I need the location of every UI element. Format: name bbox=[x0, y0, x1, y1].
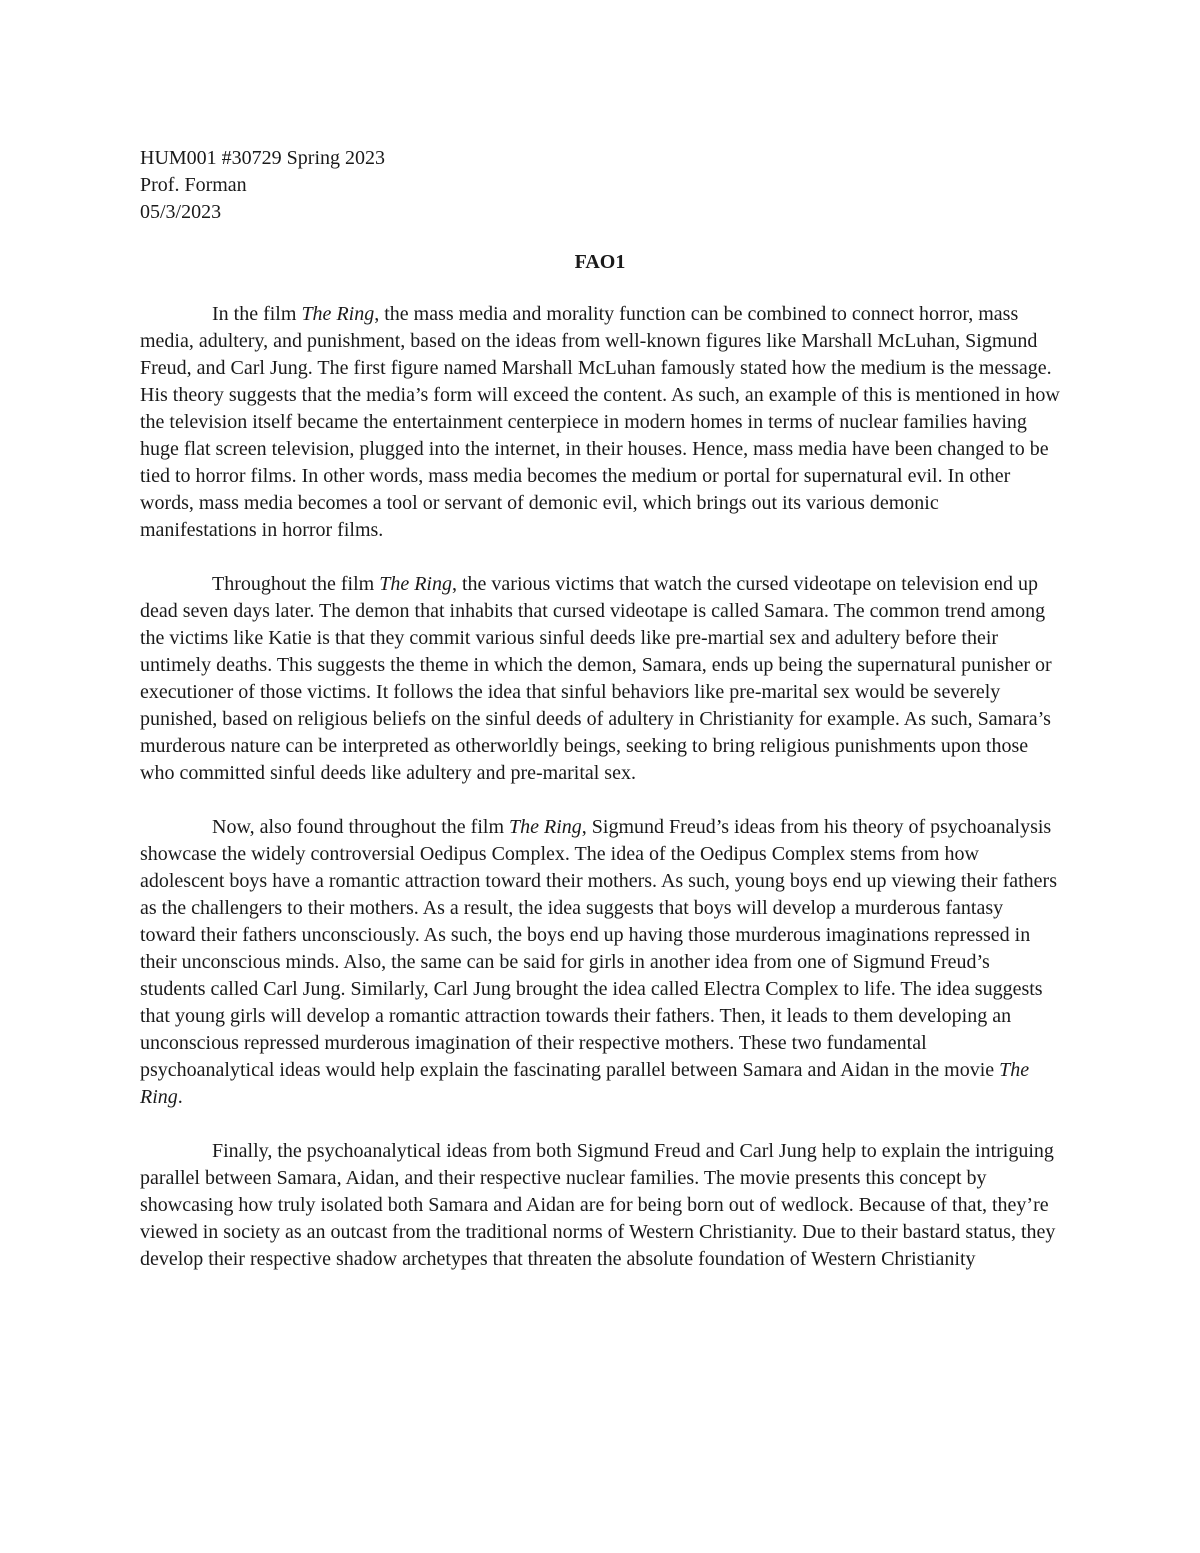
film-title: The Ring bbox=[301, 303, 375, 325]
professor-line: Prof. Forman bbox=[140, 174, 247, 196]
document-page bbox=[140, 145, 1060, 1273]
paragraph-text: Throughout the film bbox=[212, 573, 380, 595]
paragraph-text: . bbox=[177, 1086, 183, 1108]
paragraph-4 bbox=[140, 1138, 1060, 1273]
document-header bbox=[140, 145, 1060, 226]
film-title: The Ring bbox=[509, 816, 582, 838]
paragraph-text: In the film bbox=[212, 303, 302, 325]
paragraph-text: , the various victims that watch the cursed videotape on television end up dead seven days later. The demon that inhabits that cursed videotape is called Samara. The common trend among the victims like Katie is that they commit various sinful deeds like pre-martial sex and adultery before their untimely deaths. This suggests the theme in which the demon, Samara, ends up being the supernatural punisher or executioner of those victims. It follows the idea that sinful behaviors like pre-marital sex would be severely punished, based on religious beliefs on the sinful deeds of adultery in Christianity for example. As such, Samara’s murderous nature can be interpreted as otherworldly beings, seeking to bring religious punishments upon those who committed sinful deeds like adultery and pre-marital sex. bbox=[140, 573, 1052, 784]
paragraph-text: , Sigmund Freud’s ideas from his theory of psychoanalysis showcase the widely controversial Oedipus Complex. The idea of the Oedipus Complex stems from how adolescent boys have a romantic attraction toward their mothers. As such, young boys end up viewing their fathers as the challengers to their mothers. As a result, the idea suggests that boys will develop a murderous fantasy toward their fathers unconsciously. As such, the boys end up having those murderous imaginations repressed in their unconscious minds. Also, the same can be said for girls in another idea from one of Sigmund Freud’s students called Carl Jung. Similarly, Carl Jung brought the idea called Electra Complex to life. The idea suggests that young girls will develop a romantic attraction towards their fathers. Then, it leads to them developing an unconscious repressed murderous imagination of their respective mothers. These two fundamental psychoanalytical ideas would help explain the fascinating parallel between Samara and Aidan in the movie bbox=[140, 816, 1057, 1081]
film-title: The Ring bbox=[140, 1059, 1030, 1108]
paragraph-text: Now, also found throughout the film bbox=[212, 816, 510, 838]
paragraph-text: Finally, the psychoanalytical ideas from both Sigmund Freud and Carl Jung help to explain the intriguing parallel between Samara, Aidan, and their respective nuclear families. The movie presents this concept by showcasing how truly isolated both Samara and Aidan are for being born out of wedlock. Because of that, they’re viewed in society as an outcast from the traditional norms of Western Christianity. Due to their bastard status, they develop their respective shadow archetypes that threaten the absolute foundation of Western Christianity bbox=[140, 1140, 1056, 1270]
paragraph-1 bbox=[140, 301, 1060, 544]
paragraph-text: , the mass media and morality function can be combined to connect horror, mass media, adultery, and punishment, based on the ideas from well-known figures like Marshall McLuhan, Sigmund Freud, and Carl Jung. The first figure named Marshall McLuhan famously stated how the medium is the message. His theory suggests that the media’s form will exceed the content. As such, an example of this is mentioned in how the television itself became the entertainment centerpiece in modern homes in terms of nuclear families having huge flat screen television, plugged into the internet, in their houses. Hence, mass media have been changed to be tied to horror films. In other words, mass media becomes the medium or portal for supernatural evil. In other words, mass media becomes a tool or servant of demonic evil, which brings out its various demonic manifestations in horror films. bbox=[140, 303, 1060, 541]
document-body bbox=[140, 301, 1060, 1273]
paragraph-3 bbox=[140, 814, 1060, 1111]
film-title: The Ring bbox=[379, 573, 452, 595]
date-line: 05/3/2023 bbox=[140, 201, 222, 223]
paragraph-2 bbox=[140, 571, 1060, 787]
document-title: FAO1 bbox=[574, 251, 626, 273]
course-line: HUM001 #30729 Spring 2023 bbox=[140, 147, 386, 169]
